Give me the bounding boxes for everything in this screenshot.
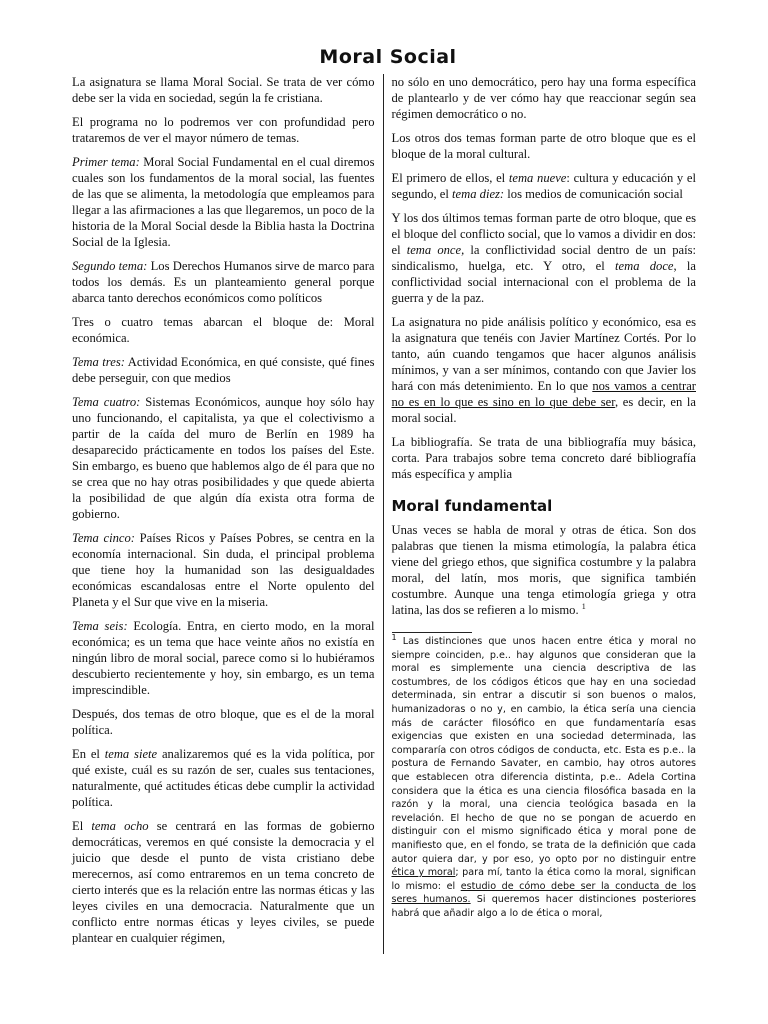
tema-label: tema siete xyxy=(104,747,158,761)
tema-label: tema doce xyxy=(615,259,674,273)
tema-label: tema ocho xyxy=(91,819,149,833)
tema-text: Actividad Económica, en qué consiste, qué fines debe perseguir, con que medios xyxy=(72,355,375,385)
text-run: Unas veces se habla de moral y otras de ética. Son dos palabras que tienen la misma etimología, la palabra ética viene del griego ethos, que significa costumbre y la palabra moral, del latín, mos moris, que significa también costumbre. Aunque una tenga etimología griega y otra latina, las dos se refieren a lo mismo. xyxy=(391,523,696,617)
paragraph-moral-economica: Tres o cuatro temas abarcan el bloque de: Moral económica. xyxy=(72,315,375,345)
text-run: analizaremos qué es la vida política, por qué existe, cuál es su razón de ser, cuales sus tentaciones, naturalmente, qué actitudes éticas debe cumplir la actividad política. xyxy=(72,747,375,809)
paragraph-tema-1 xyxy=(72,154,375,250)
tema-text: Sistemas Económicos, aunque hoy sólo hay uno funcionando, el capitalista, ya que el colectivismo a partir de la caída del muro de Berlín en 1989 ha desaparecido prácticamente en todos los países del Este. Sin embargo, es bueno que hablemos algo de él para que no se crea que no hay otras posibilidades y que quede abierta la posibilidad de que algún día exista otra forma de gobierno. xyxy=(72,395,375,521)
text-run: Si queremos hacer distinciones posteriores habrá que añadir algo a lo de ética o moral, xyxy=(391,894,696,919)
paragraph-tema-5 xyxy=(72,530,375,610)
tema-text: Los Derechos Humanos sirve de marco para todos los demás. Es un planteamiento general porque abarca tanto derechos económicos como políticos xyxy=(72,259,375,305)
text-run: Y los dos últimos temas forman parte de otro bloque, que es el bloque del conflicto social, que lo vamos a dividir en dos: el xyxy=(391,211,696,257)
underlined-text: ética y moral xyxy=(391,867,456,879)
paragraph-temas-9-10 xyxy=(392,170,697,202)
underlined-text: estudio de cómo debe ser la conducta de los seres humanos. xyxy=(391,880,696,906)
paragraph-program: El programa no lo podremos ver con profundidad pero trataremos de ver el mayor número de temas. xyxy=(72,115,375,145)
paragraph-temas-11-12 xyxy=(392,210,697,306)
text-run: los medios de comunicación social xyxy=(504,187,683,201)
tema-label: Tema cuatro: xyxy=(72,395,141,409)
paragraph-tema-6 xyxy=(72,618,375,698)
paragraph-etica-moral xyxy=(392,522,697,618)
text-run: , la conflictividad social internacional con el problema de la guerra y de la paz. xyxy=(391,259,696,305)
tema-label: Tema tres: xyxy=(72,355,125,369)
text-run: se centrará en las formas de gobierno democráticas, veremos en qué consiste la democracia y el juicio que desde el punto de vista cristiano debe merecernos, así como entraremos en un tema concreto de cierto interés que es la relación entre las normas éticas y las leyes civiles en una democracia. Naturalmente que un conflicto entre normas éticas y leyes civiles, se puede plantear en cualquier régimen, xyxy=(72,819,375,945)
text-run: , es decir, en la moral social. xyxy=(391,395,696,425)
paragraph-analisis xyxy=(392,314,697,426)
text-run: En el xyxy=(72,747,105,761)
tema-label: tema nueve xyxy=(508,171,567,185)
text-run: la conflictividad social dentro de un país: sindicalismo, huelga, etc. Y otro, el xyxy=(391,243,696,273)
paragraph-bibliografia: La bibliografía. Se trata de una bibliografía muy básica, corta. Para trabajos sobre tema concreto daré bibliografía más específica y amplia xyxy=(391,435,696,481)
tema-label: Tema cinco: xyxy=(72,531,135,545)
two-column-body xyxy=(72,74,696,954)
paragraph-intro: La asignatura se llama Moral Social. Se trata de ver cómo debe ser la vida en sociedad, según la fe cristiana. xyxy=(72,75,375,105)
tema-text: Ecología. Entra, en cierto modo, en la moral económica; es un tema que hace veinte años no existía en ningún libro de moral social, parece como si lo hubiéramos descubierto recientemente y hoy, sin embargo, es un tema imprescindible. xyxy=(72,619,375,697)
tema-label: Primer tema: xyxy=(72,155,140,169)
paragraph-moral-politica: Después, dos temas de otro bloque, que es el de la moral política. xyxy=(72,707,375,737)
footnote-reference[interactable]: 1 xyxy=(581,601,586,611)
footnote xyxy=(391,632,697,920)
tema-text: Países Ricos y Países Pobres, se centra en la economía internacional. Sin duda, el principal problema que tiene hoy la humanidad son las desigualdades económicas escandalosas entre el Norte opulento del Planeta y el Sur que vive en la miseria. xyxy=(72,531,375,609)
paragraph-tema-7 xyxy=(72,746,375,810)
paragraph-tema-2 xyxy=(72,258,375,306)
text-run: ; para mí, tanto la ética como la moral, significan lo mismo: el xyxy=(391,867,696,892)
tema-label: Segundo tema: xyxy=(72,259,148,273)
left-column xyxy=(72,74,384,954)
section-heading: Moral fundamental xyxy=(391,497,553,515)
page-title: Moral Social xyxy=(319,46,457,68)
tema-label: tema once, xyxy=(406,243,465,257)
text-run: Las distinciones que unos hacen entre ética y moral no siempre coinciden, p.e.. hay algunos que consideran que la moral es simplemente una ciencia descriptiva de las costumbres, de los códigos éticos que hay en una sociedad determinada, sin entrar a discutir si son buenos o malos, humanizadoras o no y, en cambio, la ética sería una ciencia más de carácter filosófico en que fundamentaría esas exigencias que existen en una sociedad determinada, las compararía con otros códigos de conducta, etc. Esta es p.e.. la postura de Fernando Savater, en cambio, hay otros autores que establecen otra diferencia distinta, p.e.. Adela Cortina considera que la ética es una ciencia filosófica basada en la razón y la moral, una ciencia teológica basada en la revelación. El hecho de que no se pongan de acuerdo en distinguir con el mismo significado ética y moral pone de manifiesto que, en el fondo, se trata de la definición que cada autor quiera dar, y por eso, yo opto por no distinguir entre xyxy=(391,636,696,865)
footnote-separator xyxy=(392,632,472,633)
right-column xyxy=(384,74,697,954)
paragraph-continuation: no sólo en uno democrático, pero hay una forma específica de plantearlo y de ver cómo hay que reaccionar según sea régimen democrático o no. xyxy=(391,75,696,121)
text-run: : cultura y educación y el segundo, el xyxy=(391,171,696,201)
text-run: La asignatura no pide análisis político y económico, esa es la asignatura que tenéis con Javier Martínez Cortés. Por lo tanto, aún cuando tengamos que hacer algunos análisis mínimos, y van a ser mínimos, contando con que Javier los hará con más detenimiento. En lo que xyxy=(391,315,696,393)
tema-text: Moral Social Fundamental en el cual diremos cuales son los fundamentos de la moral social, las fuentes de las que se alimenta, la metodología que empleamos para llegar a las afirmaciones a las que llegaremos, un poco de la historia de la Moral Social desde la Biblia hasta la Doctrina Social de la Iglesia. xyxy=(72,155,375,249)
paragraph-tema-8 xyxy=(72,818,375,946)
text-run: El xyxy=(72,819,92,833)
tema-label: Tema seis: xyxy=(72,619,128,633)
paragraph-tema-4 xyxy=(72,394,375,522)
footnote-number: 1 xyxy=(391,632,397,642)
text-run: El primero de ellos, el xyxy=(391,171,509,185)
paragraph-tema-3 xyxy=(72,354,375,386)
tema-label: tema diez: xyxy=(452,187,505,201)
paragraph-moral-cultural: Los otros dos temas forman parte de otro bloque que es el bloque de la moral cultural. xyxy=(391,131,696,161)
underlined-text: nos vamos a centrar no es en lo que es sino en lo que debe ser xyxy=(391,379,696,409)
